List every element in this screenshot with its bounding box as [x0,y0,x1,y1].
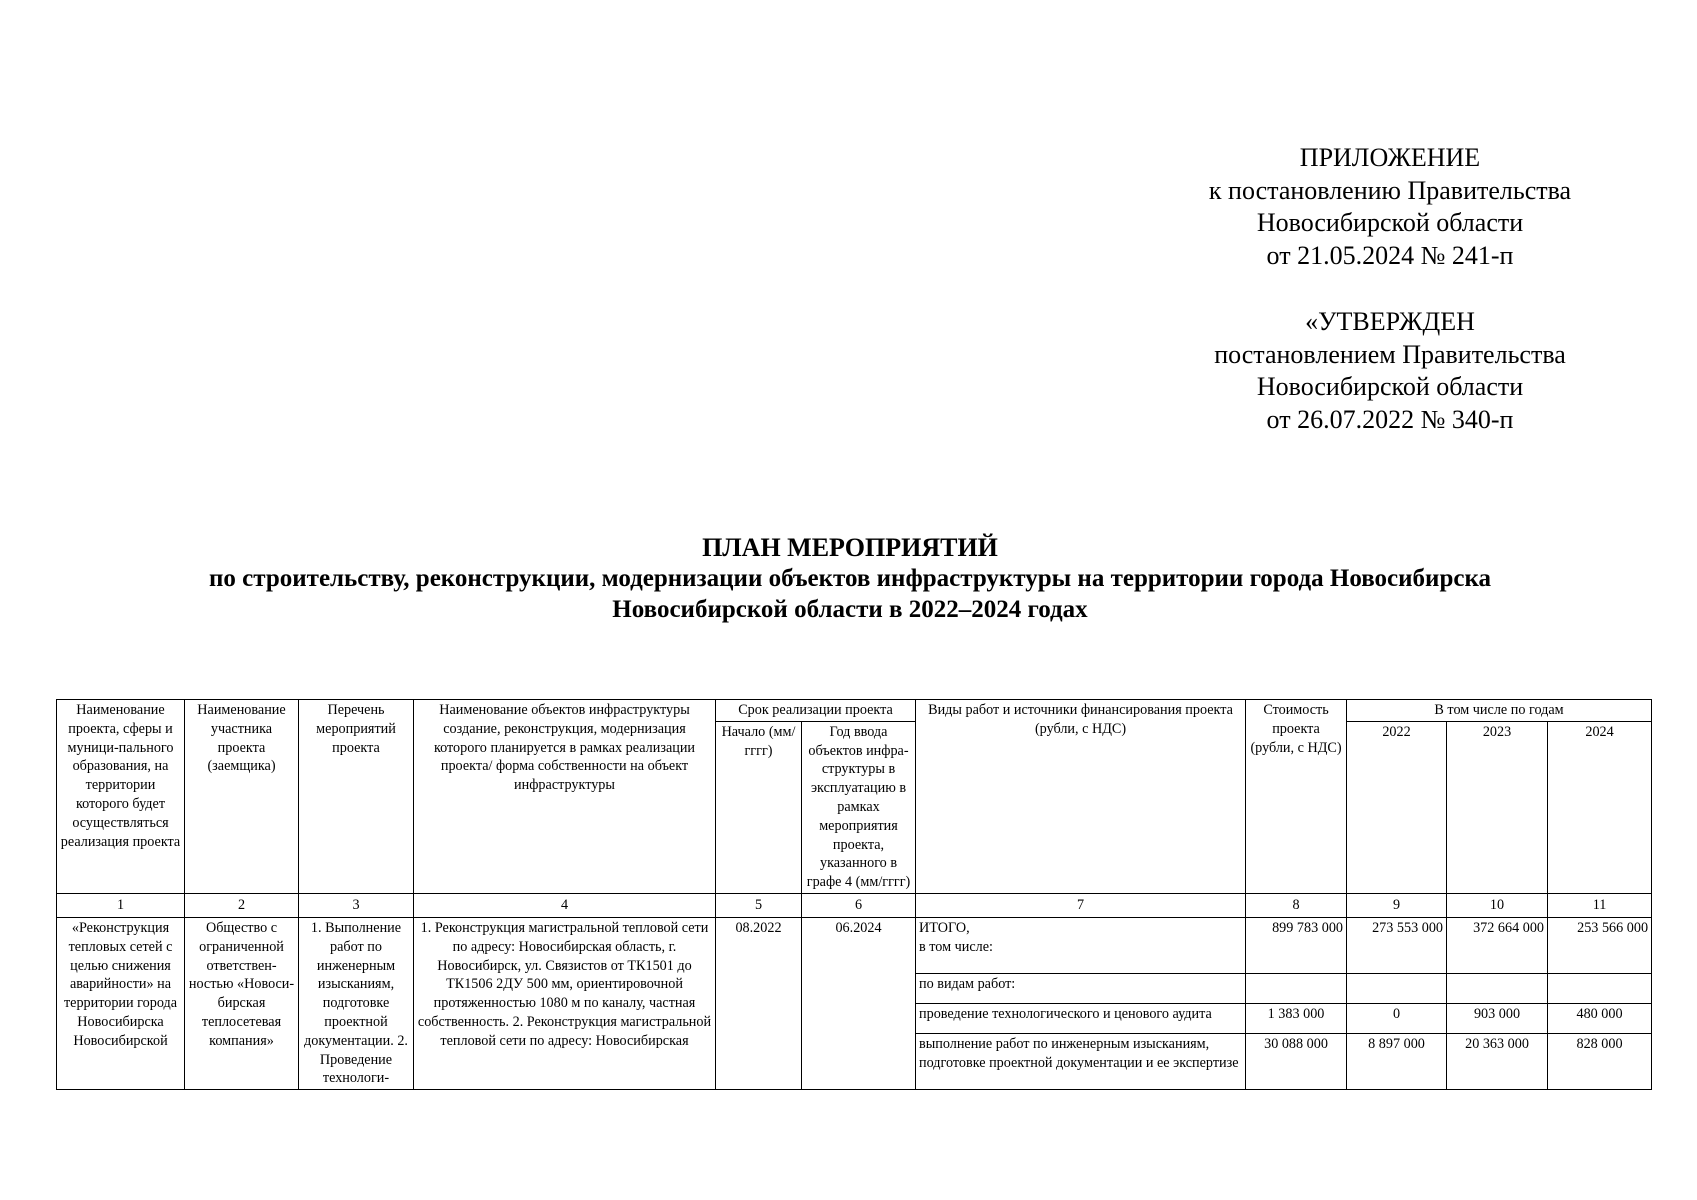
work-type-label: проведение технологического и ценового аудита [916,1004,1246,1034]
column-number: 9 [1347,893,1447,917]
header-cost: Стоимость проекта (рубли, с НДС) [1246,700,1347,894]
column-number: 3 [299,893,414,917]
header-year-2022: 2022 [1347,721,1447,893]
plan-table [56,699,1652,1090]
objects-cell: 1. Реконструкция магистральной тепловой сети по адресу: Новосибирская область, г. Новосибирск, ул. Связистов от ТК1501 до ТК1506 2ДУ 500 мм, ориентировочной протяженностью 1080 м по каналу, частная собственность. 2. Реконструкция магистральной тепловой сети по адресу: Новосибирская [414,917,716,1089]
document-title [60,532,1640,625]
approval-line-4: от 26.07.2022 № 340-п [1266,404,1514,434]
work-type-label: по видам работ: [916,973,1246,1003]
year-2022-value: 273 553 000 [1347,917,1447,973]
work-type-label: выполнение работ по инженерным изысканиям, подготовке проектной документации и ее экспертизе [916,1034,1246,1090]
title-line-3: Новосибирской области в 2022–2024 годах [612,596,1088,623]
year-2023-value: 903 000 [1447,1004,1548,1034]
approval-line-3: Новосибирской области [1256,372,1524,401]
year-2024-value: 253 566 000 [1548,917,1652,973]
year-2023-value [1447,973,1548,1003]
appendix-line-4: от 21.05.2024 № 241-п [1266,240,1514,270]
project-name-cell: «Реконструкция тепловых сетей с целью снижения аварийности» на территории города Новосибирска Новосибирской [57,917,185,1089]
title-main: ПЛАН МЕРОПРИЯТИЙ [702,533,998,562]
participant-cell: Общество с ограниченной ответствен-ностью «Новоси-бирская теплосетевая компания» [185,917,299,1089]
year-2024-value: 480 000 [1548,1004,1652,1034]
year-2022-value: 8 897 000 [1347,1034,1447,1090]
header-commission: Год ввода объектов инфра-структуры в эксплуатацию в рамках мероприятия проекта, указанного в графе 4 (мм/гггг) [802,721,916,893]
approval-block [1180,306,1600,436]
header-objects: Наименование объектов инфраструктуры создание, реконструкция, модернизация которого планируется в рамках реализации проекта/ форма собственности на объект инфраструктуры [414,700,716,894]
commission-date-cell: 06.2024 [802,917,916,1089]
cost-value: 1 383 000 [1246,1004,1347,1034]
column-number: 6 [802,893,916,917]
appendix-line-2: к постановлению Правительства [1208,175,1572,205]
year-2022-value [1347,973,1447,1003]
header-years-group: В том числе по годам [1347,700,1652,722]
header-measures: Перечень мероприятий проекта [299,700,414,894]
column-number: 7 [916,893,1246,917]
column-number: 8 [1246,893,1347,917]
header-work-types: Виды работ и источники финансирования проекта (рубли, с НДС) [916,700,1246,894]
header-row-1 [57,700,1652,722]
header-participant: Наименование участника проекта (заемщика) [185,700,299,894]
appendix-line-3: Новосибирской области [1256,208,1524,237]
year-2022-value: 0 [1347,1004,1447,1034]
approval-line-2: постановлением Правительства [1214,339,1566,369]
cost-value: 30 088 000 [1246,1034,1347,1090]
cost-value [1246,973,1347,1003]
column-number: 2 [185,893,299,917]
start-date-cell: 08.2022 [716,917,802,1089]
year-2023-value: 20 363 000 [1447,1034,1548,1090]
year-2023-value: 372 664 000 [1447,917,1548,973]
header-start: Начало (мм/гггг) [716,721,802,893]
work-type-label: ИТОГО, в том числе: [916,917,1246,973]
column-number: 5 [716,893,802,917]
column-number: 1 [57,893,185,917]
column-number-row [57,893,1652,917]
header-term-group: Срок реализации проекта [716,700,916,722]
year-2024-value: 828 000 [1548,1034,1652,1090]
measures-cell: 1. Выполнение работ по инженерным изысканиям, подготовке проектной документации. 2. Проведение технологи- [299,917,414,1089]
appendix-line-1: ПРИЛОЖЕНИЕ [1299,143,1481,172]
appendix-block [1180,142,1600,272]
header-year-2024: 2024 [1548,721,1652,893]
year-2024-value [1548,973,1652,1003]
title-line-2: по строительству, реконструкции, модернизации объектов инфраструктуры на территории города Новосибирска [209,565,1491,592]
column-number: 4 [414,893,716,917]
header-project-name: Наименование проекта, сферы и муници-пального образования, на территории которого будет осуществляться реализация проекта [57,700,185,894]
table-row [57,917,1652,973]
column-number: 11 [1548,893,1652,917]
column-number: 10 [1447,893,1548,917]
header-year-2023: 2023 [1447,721,1548,893]
cost-value: 899 783 000 [1246,917,1347,973]
approval-line-1: «УТВЕРЖДЕН [1305,307,1475,336]
